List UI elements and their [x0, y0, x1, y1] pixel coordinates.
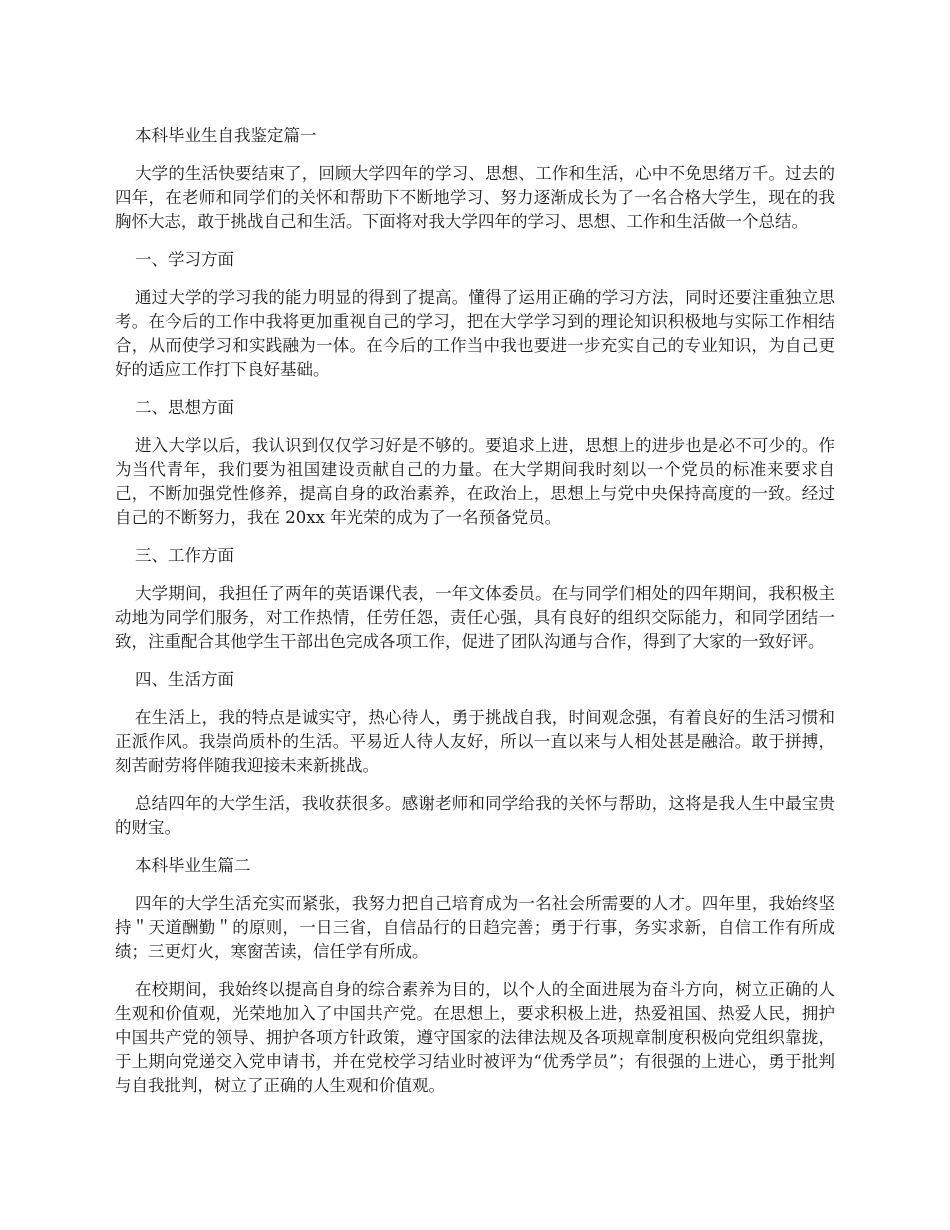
document-title: 本科毕业生自我鉴定篇一 [135, 126, 317, 145]
paragraph-life: 在生活上，我的特点是诚实守，热心待人，勇于挑战自我，时间观念强，有着良好的生活习惯和正派作风。我崇尚质朴的生活。平易近人待人友好，所以一直以来与人相处甚是融洽。敢于拼搏，刻苦耐劳将伴随我迎接未来新挑战。 [115, 708, 835, 775]
paragraph-intro: 大学的生活快要结束了，回顾大学四年的学习、思想、工作和生活，心中不免思绪万千。过去的四年，在老师和同学们的关怀和帮助下不断地学习、努力逐渐成长为了一名合格大学生，现在的我胸怀大志，敢于挑战自己和生活。下面将对我大学四年的学习、思想、工作和生活做一个总结。 [115, 164, 835, 231]
section-heading-work: 三、工作方面 [135, 546, 234, 565]
paragraph-summary: 总结四年的大学生活，我收获很多。感谢老师和同学给我的关怀与帮助，这将是我人生中最宝贵的财宝。 [115, 794, 835, 837]
section-heading-study: 一、学习方面 [135, 250, 234, 269]
document-body [115, 124, 835, 1112]
paragraph-thought: 进入大学以后，我认识到仅仅学习好是不够的。要追求上进，思想上的进步也是必不可少的。作为当代青年，我们要为祖国建设贡献自己的力量。在大学期间我时刻以一个党员的标准来要求自己，不断加强党性修养，提高自身的政治素养，在政治上，思想上与党中央保持高度的一致。经过自己的不断努力，我在 20xx 年光荣的成为了一名预备党员。 [115, 436, 835, 527]
document-title-part-two: 本科毕业生篇二 [135, 856, 251, 875]
section-heading-life: 四、生活方面 [135, 670, 234, 689]
section-heading-thought: 二、思想方面 [135, 398, 234, 417]
paragraph-study: 通过大学的学习我的能力明显的得到了提高。懂得了运用正确的学习方法，同时还要注重独立思考。在今后的工作中我将更加重视自己的学习，把在大学学习到的理论知识积极地与实际工作相结合，从而使学习和实践融为一体。在今后的工作当中我也要进一步充实自己的专业知识，为自己更好的适应工作打下良好基础。 [115, 288, 835, 379]
paragraph-part-two-intro: 四年的大学生活充实而紧张，我努力把自己培育成为一名社会所需要的人才。四年里，我始终坚持＂天道酬勤＂的原则，一日三省，自信品行的日趋完善；勇于行事，务实求新，自信工作有所成绩；三更灯火，寒窗苦读，信任学有所成。 [115, 894, 835, 961]
paragraph-work: 大学期间，我担任了两年的英语课代表，一年文体委员。在与同学们相处的四年期间，我积极主动地为同学们服务，对工作热情，任劳任怨，责任心强，具有良好的组织交际能力，和同学团结一致，注重配合其他学生干部出色完成各项工作，促进了团队沟通与合作，得到了大家的一致好评。 [115, 584, 835, 651]
paragraph-part-two-school: 在校期间，我始终以提高自身的综合素养为目的，以个人的全面进展为奋斗方向，树立正确的人生观和价值观，光荣地加入了中国共产党。在思想上，要求积极上进，热爱祖国、热爱人民，拥护中国共产党的领导、拥护各项方针政策，遵守国家的法律法规及各项规章制度积极向党组织靠拢，于上期向党递交入党申请书，并在党校学习结业时被评为“优秀学员”；有很强的上进心，勇于批判与自我批判，树立了正确的人生观和价值观。 [115, 980, 835, 1095]
